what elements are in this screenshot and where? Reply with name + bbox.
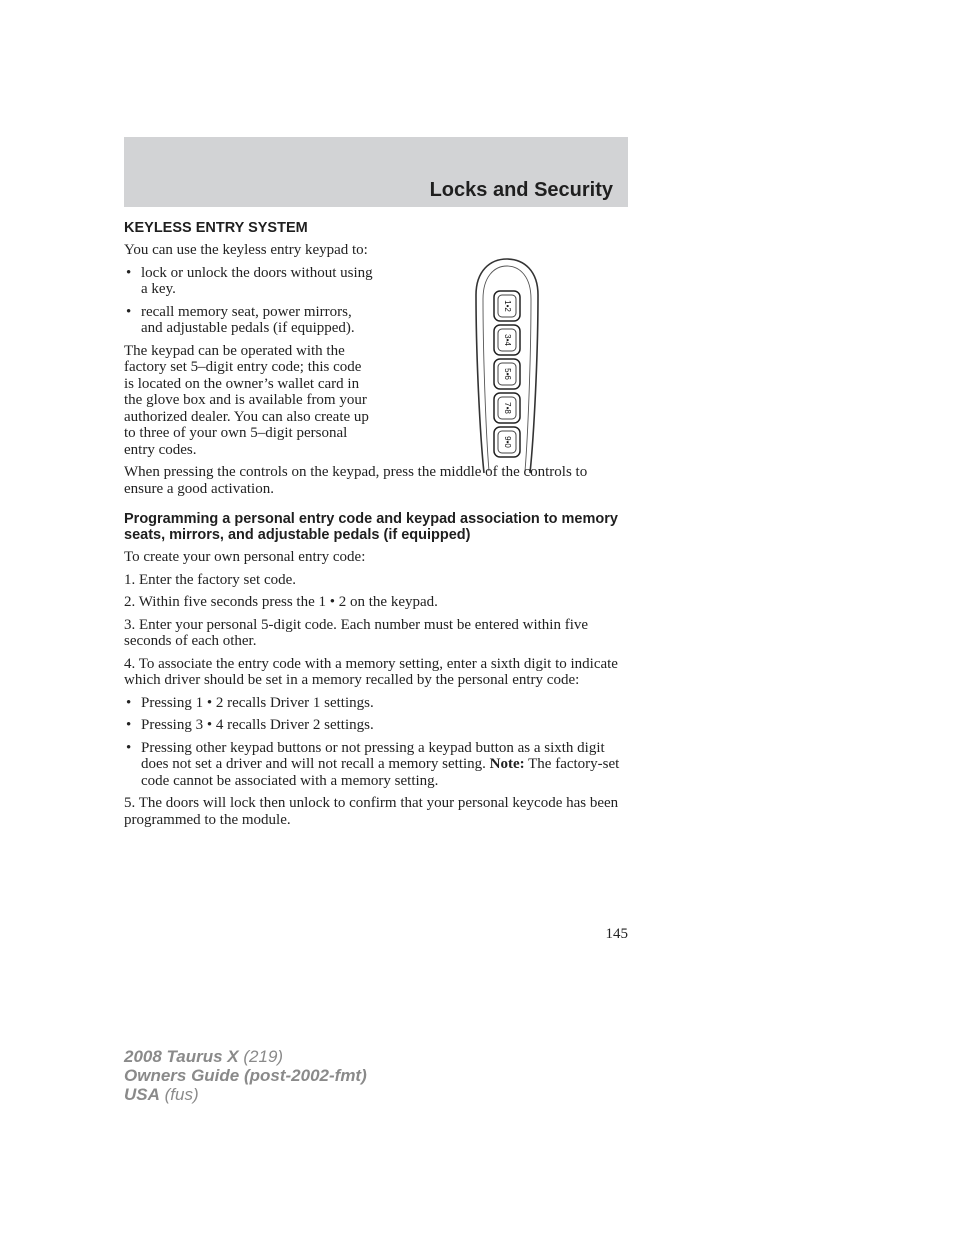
step-2: 2. Within five seconds press the 1 • 2 on the keypad. [124, 594, 438, 610]
programming-intro: To create your own personal entry code: [124, 549, 366, 565]
note-label: Note: [489, 756, 525, 772]
note-text: The factory-set code cannot be associated with a memory setting. [141, 756, 620, 789]
step-5: 5. The doors will lock then unlock to confirm that your personal keycode has been programmed to the module. [124, 795, 619, 828]
keypad-description: The keypad can be operated with the factory set 5–digit entry code; this code is located on the owner’s wallet card in the glove box and is available from your authorized dealer. You can also create up to three of your own 5–digit personal entry codes. [124, 342, 369, 458]
intro-text: You can use the keyless entry keypad to: [124, 242, 368, 258]
driver-list [124, 695, 628, 790]
page-content [124, 220, 628, 834]
list-item: • Pressing 3 • 4 recalls Driver 2 settings. [126, 717, 374, 733]
footer-line-3: USA (fus) [124, 1085, 199, 1104]
keypad-button-label: 9•0 [502, 436, 512, 448]
keypad-button-label: 5•6 [502, 368, 512, 380]
keypad-button-label: 7•8 [502, 402, 512, 414]
list-item: • Pressing 1 • 2 recalls Driver 1 settings. [126, 694, 374, 711]
list-item: • Pressing other keypad buttons or not pressing a keypad button as a sixth digit does not set a driver and will not recall a memory setting. Note: The factory-set code cannot be associated with a memory setting. [126, 739, 620, 789]
keypad-button-label: 1•2 [502, 300, 512, 312]
step-1: 1. Enter the factory set code. [124, 571, 297, 588]
keypad-button-label: 3•4 [502, 334, 512, 346]
section-heading: KEYLESS ENTRY SYSTEM [124, 220, 308, 236]
list-item: • lock or unlock the doors without using a key. [126, 264, 373, 297]
footer-line-1: 2008 Taurus X (219) [124, 1047, 284, 1066]
footer [124, 1047, 367, 1104]
feature-list [124, 265, 374, 337]
press-instruction: When pressing the controls on the keypad, press the middle of the controls to ensure a good activation. [124, 464, 588, 497]
step-3: 3. Enter your personal 5-digit code. Each number must be entered within five seconds of each other. [124, 616, 589, 649]
list-item: • recall memory seat, power mirrors, and adjustable pedals (if equipped). [126, 303, 355, 336]
page-title: Locks and Security [429, 179, 613, 201]
intro-column [124, 242, 374, 458]
programming-heading: Programming a personal entry code and keypad association to memory seats, mirrors, and adjustable pedals (if equipped) [124, 511, 618, 543]
step-4: 4. To associate the entry code with a memory setting, enter a sixth digit to indicate which driver should be set in a memory recalled by the personal entry code: [124, 655, 618, 688]
header-band [124, 137, 628, 207]
footer-line-2: Owners Guide (post-2002-fmt) [124, 1066, 367, 1085]
page-number: 145 [605, 926, 628, 942]
